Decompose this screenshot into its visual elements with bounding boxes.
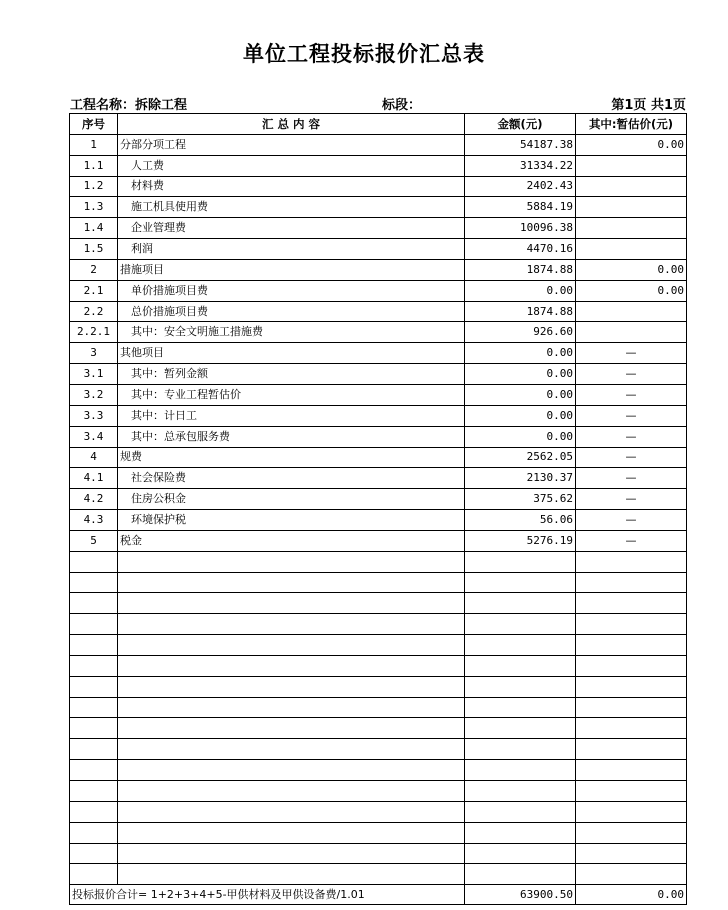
blank-cell [576, 781, 687, 802]
row-amount: 0.00 [465, 280, 576, 301]
table-row [70, 364, 687, 385]
table-row [70, 176, 687, 197]
row-no: 3.2 [70, 384, 118, 405]
row-amount: 0.00 [465, 343, 576, 364]
row-content: 人工费 [118, 155, 465, 176]
table-row [70, 155, 687, 176]
total-row [70, 885, 687, 905]
blank-cell [118, 822, 465, 843]
project-name: 工程名称：拆除工程 [70, 98, 188, 113]
row-no: 1.4 [70, 218, 118, 239]
total-amount: 63900.50 [465, 885, 576, 905]
row-provisional: 0.00 [576, 280, 687, 301]
row-no: 4.3 [70, 510, 118, 531]
blank-cell [465, 676, 576, 697]
row-no: 2 [70, 259, 118, 280]
blank-row [70, 676, 687, 697]
table-body [70, 134, 687, 884]
header-provisional: 其中:暂估价(元) [576, 114, 687, 135]
blank-cell [465, 781, 576, 802]
blank-cell [118, 781, 465, 802]
row-content: 其他项目 [118, 343, 465, 364]
blank-cell [118, 864, 465, 885]
blank-cell [576, 718, 687, 739]
blank-cell [70, 843, 118, 864]
blank-cell [70, 655, 118, 676]
row-provisional [576, 218, 687, 239]
row-content: 措施项目 [118, 259, 465, 280]
blank-cell [70, 781, 118, 802]
blank-cell [465, 697, 576, 718]
blank-cell [576, 843, 687, 864]
row-no: 4.1 [70, 468, 118, 489]
row-amount: 0.00 [465, 384, 576, 405]
row-amount: 56.06 [465, 510, 576, 531]
row-content: 环境保护税 [118, 510, 465, 531]
blank-cell [118, 635, 465, 656]
row-amount: 2562.05 [465, 447, 576, 468]
row-content: 企业管理费 [118, 218, 465, 239]
blank-cell [576, 739, 687, 760]
total-label: 投标报价合计= 1+2+3+4+5-甲供材料及甲供设备费/1.01 [70, 885, 465, 905]
blank-cell [465, 822, 576, 843]
blank-cell [70, 593, 118, 614]
blank-cell [70, 635, 118, 656]
blank-cell [70, 760, 118, 781]
blank-cell [70, 676, 118, 697]
row-amount: 926.60 [465, 322, 576, 343]
header-no: 序号 [70, 114, 118, 135]
row-no: 5 [70, 530, 118, 551]
row-no: 1 [70, 134, 118, 155]
blank-cell [118, 760, 465, 781]
blank-cell [465, 864, 576, 885]
row-no: 2.2.1 [70, 322, 118, 343]
blank-cell [118, 843, 465, 864]
blank-cell [576, 676, 687, 697]
row-provisional [576, 176, 687, 197]
row-no: 4.2 [70, 489, 118, 510]
blank-cell [576, 864, 687, 885]
row-provisional: — [576, 489, 687, 510]
row-content: 单价措施项目费 [118, 280, 465, 301]
blank-cell [576, 697, 687, 718]
row-content: 规费 [118, 447, 465, 468]
blank-cell [70, 572, 118, 593]
blank-cell [465, 614, 576, 635]
row-amount: 10096.38 [465, 218, 576, 239]
blank-cell [118, 739, 465, 760]
row-no: 1.5 [70, 239, 118, 260]
row-no: 1.1 [70, 155, 118, 176]
blank-row [70, 593, 687, 614]
blank-cell [465, 551, 576, 572]
blank-cell [70, 551, 118, 572]
row-amount: 0.00 [465, 426, 576, 447]
row-provisional [576, 155, 687, 176]
blank-cell [465, 801, 576, 822]
row-no: 3.3 [70, 405, 118, 426]
page-indicator: 第1页 共1页 [611, 98, 686, 113]
row-provisional [576, 197, 687, 218]
row-content: 分部分项工程 [118, 134, 465, 155]
total-provisional: 0.00 [576, 885, 687, 905]
row-content: 住房公积金 [118, 489, 465, 510]
row-no: 1.3 [70, 197, 118, 218]
blank-row [70, 655, 687, 676]
blank-row [70, 801, 687, 822]
row-provisional [576, 301, 687, 322]
table-row [70, 322, 687, 343]
row-content: 税金 [118, 530, 465, 551]
blank-row [70, 843, 687, 864]
blank-row [70, 697, 687, 718]
blank-cell [465, 593, 576, 614]
header-amount: 金额(元) [465, 114, 576, 135]
blank-cell [118, 697, 465, 718]
blank-cell [576, 655, 687, 676]
row-content: 其中：专业工程暂估价 [118, 384, 465, 405]
blank-cell [465, 718, 576, 739]
row-no: 2.1 [70, 280, 118, 301]
header-content: 汇 总 内 容 [118, 114, 465, 135]
blank-row [70, 635, 687, 656]
row-provisional: — [576, 510, 687, 531]
blank-cell [118, 572, 465, 593]
table-row [70, 405, 687, 426]
blank-cell [576, 822, 687, 843]
row-provisional: — [576, 384, 687, 405]
blank-cell [465, 655, 576, 676]
row-no: 3 [70, 343, 118, 364]
row-provisional: 0.00 [576, 134, 687, 155]
table-row [70, 510, 687, 531]
row-content: 其中：暂列金额 [118, 364, 465, 385]
table-row [70, 447, 687, 468]
row-no: 1.2 [70, 176, 118, 197]
row-provisional [576, 322, 687, 343]
row-amount: 1874.88 [465, 301, 576, 322]
table-row [70, 489, 687, 510]
row-content: 施工机具使用费 [118, 197, 465, 218]
blank-cell [118, 551, 465, 572]
row-amount: 54187.38 [465, 134, 576, 155]
table-row [70, 239, 687, 260]
blank-cell [465, 843, 576, 864]
summary-table [69, 113, 687, 905]
row-content: 社会保险费 [118, 468, 465, 489]
blank-row [70, 739, 687, 760]
row-content: 其中：总承包服务费 [118, 426, 465, 447]
table-row [70, 301, 687, 322]
row-content: 总价措施项目费 [118, 301, 465, 322]
blank-row [70, 572, 687, 593]
blank-cell [118, 614, 465, 635]
blank-row [70, 718, 687, 739]
row-no: 2.2 [70, 301, 118, 322]
blank-cell [465, 760, 576, 781]
row-provisional: — [576, 426, 687, 447]
blank-cell [70, 697, 118, 718]
blank-cell [576, 635, 687, 656]
row-amount: 2130.37 [465, 468, 576, 489]
table-row [70, 218, 687, 239]
table-header-row [70, 114, 687, 135]
row-amount: 375.62 [465, 489, 576, 510]
row-amount: 31334.22 [465, 155, 576, 176]
table-row [70, 134, 687, 155]
blank-cell [118, 718, 465, 739]
row-amount: 0.00 [465, 364, 576, 385]
blank-cell [465, 572, 576, 593]
blank-row [70, 614, 687, 635]
row-content: 其中：安全文明施工措施费 [118, 322, 465, 343]
row-provisional: — [576, 364, 687, 385]
row-amount: 1874.88 [465, 259, 576, 280]
row-provisional: — [576, 468, 687, 489]
row-amount: 0.00 [465, 405, 576, 426]
table-row [70, 530, 687, 551]
row-provisional [576, 239, 687, 260]
row-provisional: — [576, 530, 687, 551]
blank-cell [465, 635, 576, 656]
blank-cell [576, 614, 687, 635]
blank-cell [118, 593, 465, 614]
blank-cell [70, 739, 118, 760]
table-row [70, 468, 687, 489]
row-no: 3.1 [70, 364, 118, 385]
blank-row [70, 760, 687, 781]
row-provisional: 0.00 [576, 259, 687, 280]
row-amount: 5884.19 [465, 197, 576, 218]
blank-row [70, 551, 687, 572]
table-row [70, 384, 687, 405]
blank-cell [576, 551, 687, 572]
blank-cell [118, 676, 465, 697]
table-row [70, 426, 687, 447]
row-provisional: — [576, 405, 687, 426]
blank-cell [118, 801, 465, 822]
row-provisional: — [576, 343, 687, 364]
page-title: 单位工程投标报价汇总表 [243, 42, 485, 66]
row-content: 其中：计日工 [118, 405, 465, 426]
blank-cell [70, 801, 118, 822]
blank-cell [576, 801, 687, 822]
section-label: 标段： [382, 98, 422, 113]
blank-row [70, 864, 687, 885]
row-content: 利润 [118, 239, 465, 260]
table-row [70, 259, 687, 280]
blank-cell [576, 572, 687, 593]
row-no: 4 [70, 447, 118, 468]
table-row [70, 280, 687, 301]
table-row [70, 343, 687, 364]
row-no: 3.4 [70, 426, 118, 447]
blank-cell [465, 739, 576, 760]
blank-cell [576, 760, 687, 781]
blank-cell [70, 864, 118, 885]
blank-cell [70, 822, 118, 843]
blank-row [70, 781, 687, 802]
row-content: 材料费 [118, 176, 465, 197]
row-amount: 5276.19 [465, 530, 576, 551]
blank-cell [576, 593, 687, 614]
table-row [70, 197, 687, 218]
blank-cell [70, 614, 118, 635]
blank-row [70, 822, 687, 843]
blank-cell [118, 655, 465, 676]
row-provisional: — [576, 447, 687, 468]
row-amount: 4470.16 [465, 239, 576, 260]
blank-cell [70, 718, 118, 739]
row-amount: 2402.43 [465, 176, 576, 197]
